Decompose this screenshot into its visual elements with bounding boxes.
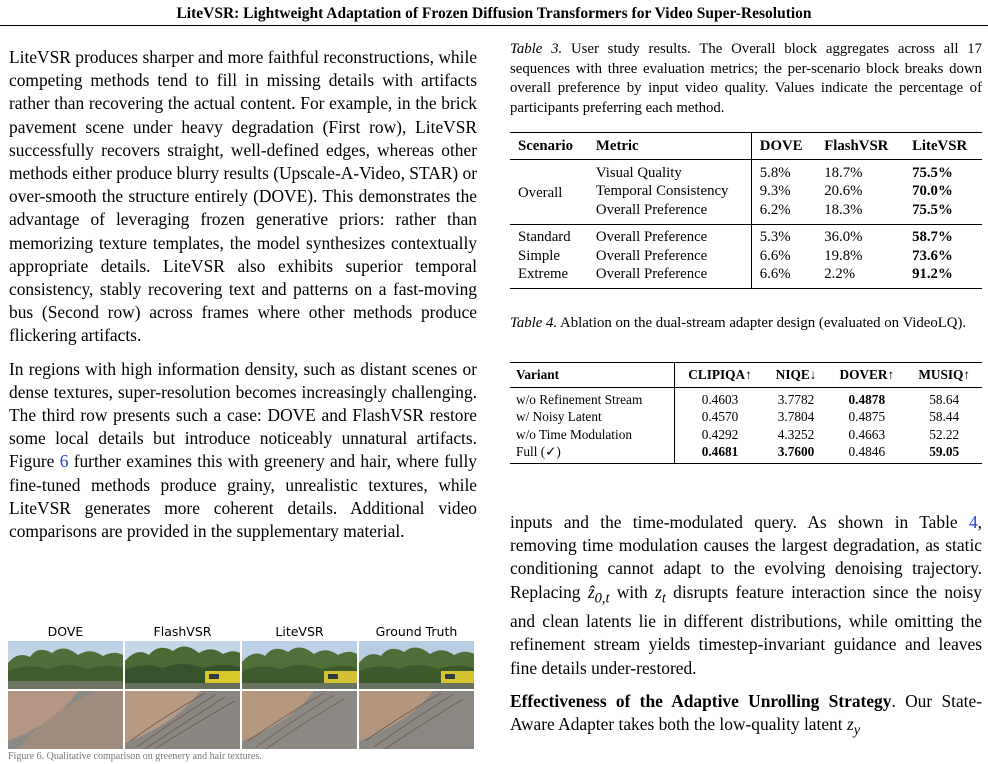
litevsr-cell: 58.7%: [904, 224, 982, 247]
musiq-cell: 58.44: [929, 409, 960, 425]
metric-cell: Temporal Consistency: [588, 183, 751, 202]
figure-label-litevsr: LiteVSR: [275, 624, 324, 639]
greenery-image-ground-truth: [359, 641, 474, 689]
hair-image-dove: [8, 691, 123, 749]
metric-cell: Overall Preference: [588, 224, 751, 247]
table3-caption-text: User study results. The Overall block aggregates across all 17 sequences with three evaluation metrics; the per-scenario block breaks down overall preference by input video quality. Values indicate the percentage of participants preferring each method.: [510, 41, 982, 116]
variant-cell: w/o Time Modulation: [510, 426, 675, 444]
header-variant: Variant: [510, 363, 675, 388]
table-header-row: [510, 133, 982, 160]
hair-image-ground-truth: [359, 691, 474, 749]
body-paragraph: [510, 690, 982, 743]
ablation-table: [510, 362, 982, 464]
table-reference-link[interactable]: 4: [968, 512, 978, 532]
dove-cell: 5.8%: [759, 164, 791, 181]
table3-caption-label: Table 3.: [510, 41, 563, 57]
niqe-cell: 3.7782: [777, 391, 815, 407]
flashvsr-cell: 18.7%: [824, 164, 863, 181]
variant-cell: w/o Refinement Stream: [510, 388, 675, 409]
comparison-figure: [8, 624, 476, 764]
header-dover: DOVER↑: [827, 363, 906, 388]
math-zhat: ẑ: [587, 581, 595, 602]
variant-cell: w/ Noisy Latent: [510, 409, 675, 427]
paper-title: LiteVSR: Lightweight Adaptation of Frozen Diffusion Transformers for Video Super-Resolution: [176, 5, 812, 22]
table-row: [510, 409, 982, 427]
greenery-image-dove: [8, 641, 123, 689]
figure-reference-link[interactable]: 6: [59, 451, 69, 472]
metric-cell: Visual Quality: [588, 160, 751, 183]
figure-label-dove: DOVE: [47, 624, 84, 639]
litevsr-cell: 75.5%: [912, 201, 953, 218]
math-zhat-subscript: 0,t: [594, 590, 610, 607]
scenario-cell: Overall: [518, 185, 563, 202]
header-scenario: Scenario: [510, 133, 588, 160]
litevsr-cell: 91.2%: [904, 266, 982, 289]
hair-image-litevsr: [242, 691, 357, 749]
math-zy-subscript: y: [853, 722, 861, 739]
section-heading: Effectiveness of the Adaptive Unrolling Strategy: [510, 690, 892, 711]
right-column-text: [510, 511, 982, 743]
header-clipiqa: CLIPIQA↑: [675, 363, 765, 388]
table-row: [510, 388, 982, 409]
body-paragraph: [510, 511, 982, 680]
musiq-cell: 59.05: [906, 444, 982, 464]
table3-caption: [510, 40, 982, 118]
flashvsr-cell: 20.6%: [824, 183, 863, 200]
litevsr-cell: 73.6%: [912, 247, 953, 264]
litevsr-cell: 75.5%: [912, 164, 953, 181]
dove-cell: 9.3%: [759, 183, 791, 200]
clipiqa-cell: 0.4603: [701, 391, 739, 407]
flashvsr-cell: 19.8%: [824, 247, 863, 264]
table-row: [510, 266, 982, 289]
clipiqa-cell: 0.4292: [701, 426, 739, 442]
scenario-cell: Standard: [510, 224, 588, 247]
table-row: [510, 224, 982, 247]
text-fragment: with: [609, 581, 656, 602]
musiq-cell: 58.64: [929, 391, 960, 407]
flashvsr-cell: 2.2%: [816, 266, 904, 289]
flashvsr-cell: 18.3%: [824, 201, 863, 218]
text-fragment: . Our State-Aware Adapter takes both the low-quality latent: [510, 690, 983, 735]
dover-cell: 0.4875: [848, 409, 886, 425]
metric-cell: Overall Preference: [588, 201, 751, 224]
metric-cell: Overall Preference: [588, 266, 751, 289]
dove-cell: 6.6%: [751, 266, 816, 289]
text-fragment: , removing time modulation causes the largest degradation, as static conditioning cannot adapt to the evolving denoising trajectory. Replacing: [510, 512, 982, 602]
math-zy: z: [846, 714, 854, 735]
page-header: [0, 0, 988, 26]
musiq-cell: 52.22: [929, 426, 960, 442]
table-row: [510, 247, 982, 266]
variant-cell: Full (✓): [510, 444, 675, 464]
dover-cell: 0.4878: [848, 391, 886, 407]
header-musiq: MUSIQ↑: [906, 363, 982, 388]
flashvsr-cell: 36.0%: [816, 224, 904, 247]
header-dove: DOVE: [751, 133, 816, 160]
table-row: [510, 160, 982, 183]
table-row: [510, 426, 982, 444]
niqe-cell: 3.7600: [765, 444, 827, 464]
math-z-subscript: t: [661, 590, 666, 607]
header-litevsr: LiteVSR: [904, 133, 982, 160]
niqe-cell: 3.7804: [777, 409, 815, 425]
metric-cell: Overall Preference: [588, 247, 751, 266]
niqe-cell: 4.3252: [777, 426, 815, 442]
greenery-image-flashvsr: [125, 641, 240, 689]
dover-cell: 0.4663: [848, 426, 886, 442]
header-flashvsr: FlashVSR: [816, 133, 904, 160]
table4-caption: [510, 314, 982, 334]
clipiqa-cell: 0.4681: [675, 444, 765, 464]
text-fragment: inputs and the time-modulated query. As shown in Table: [510, 512, 969, 532]
body-paragraph: LiteVSR produces sharper and more faithful reconstructions, while competing methods tend to fill in missing details with artifacts rather than recovering the actual content. For example, in the brick pavement scene under heavy degradation (First row), LiteVSR successfully recovers straight, well-defined edges, whereas other methods either produce blurry results (Upscale-A-Video, STAR) or over-smooth the structure entirely (DOVE). This demonstrates the advantage of leveraging frozen generative priors: rather than memorizing texture templates, the model synthesizes contextually appropriate details. LiteVSR also exhibits superior temporal consistency, stably recovering text and patterns on a fast-moving bus (Second row) across frames where other methods produce flickering artifacts.: [9, 47, 477, 346]
dover-cell: 0.4846: [827, 444, 906, 464]
user-study-table: [510, 132, 982, 289]
clipiqa-cell: 0.4570: [701, 409, 739, 425]
dove-cell: 5.3%: [751, 224, 816, 247]
table4-caption-label: Table 4.: [510, 315, 558, 331]
hair-image-flashvsr: [125, 691, 240, 749]
left-column: [9, 46, 477, 543]
header-metric: Metric: [588, 133, 751, 160]
body-paragraph: [9, 358, 477, 544]
figure-label-flashvsr: FlashVSR: [153, 624, 212, 639]
scenario-cell: Extreme: [510, 266, 588, 289]
header-niqe: NIQE↓: [765, 363, 827, 388]
figure-caption: Figure 6. Qualitative comparison on greenery and hair textures.: [8, 751, 262, 762]
text-fragment: disrupts feature interaction since the noisy and clean latents lie in different distributions, while omitting the refinement stream yields timestep-invariant guidance and leaves fine details under-restored.: [510, 581, 983, 678]
text-fragment: further examines this with greenery and hair, where fully fine-tuned methods produce grainy, unrealistic textures, while LiteVSR generates more coherent details. Additional video comparisons are provided in the supplementary material.: [9, 451, 477, 542]
greenery-image-litevsr: [242, 641, 357, 689]
litevsr-cell: 70.0%: [912, 183, 953, 200]
text-fragment: In regions with high information density, such as distant scenes or dense textures, super-resolution becomes increasingly challenging. The third row presents such a case: DOVE and FlashVSR restore some local details but introduce noticeably unnatural artifacts. Figure: [9, 358, 477, 472]
figure-label-ground-truth: Ground Truth: [375, 624, 458, 639]
figure-labels: [8, 624, 476, 640]
dove-cell: 6.2%: [759, 201, 791, 218]
table-header-row: [510, 363, 982, 388]
math-z: z: [655, 581, 662, 602]
scenario-cell: Simple: [518, 247, 560, 264]
table4-caption-text: Ablation on the dual-stream adapter design (evaluated on VideoLQ).: [557, 315, 967, 331]
dove-cell: 6.6%: [759, 247, 791, 264]
table-row: [510, 444, 982, 464]
